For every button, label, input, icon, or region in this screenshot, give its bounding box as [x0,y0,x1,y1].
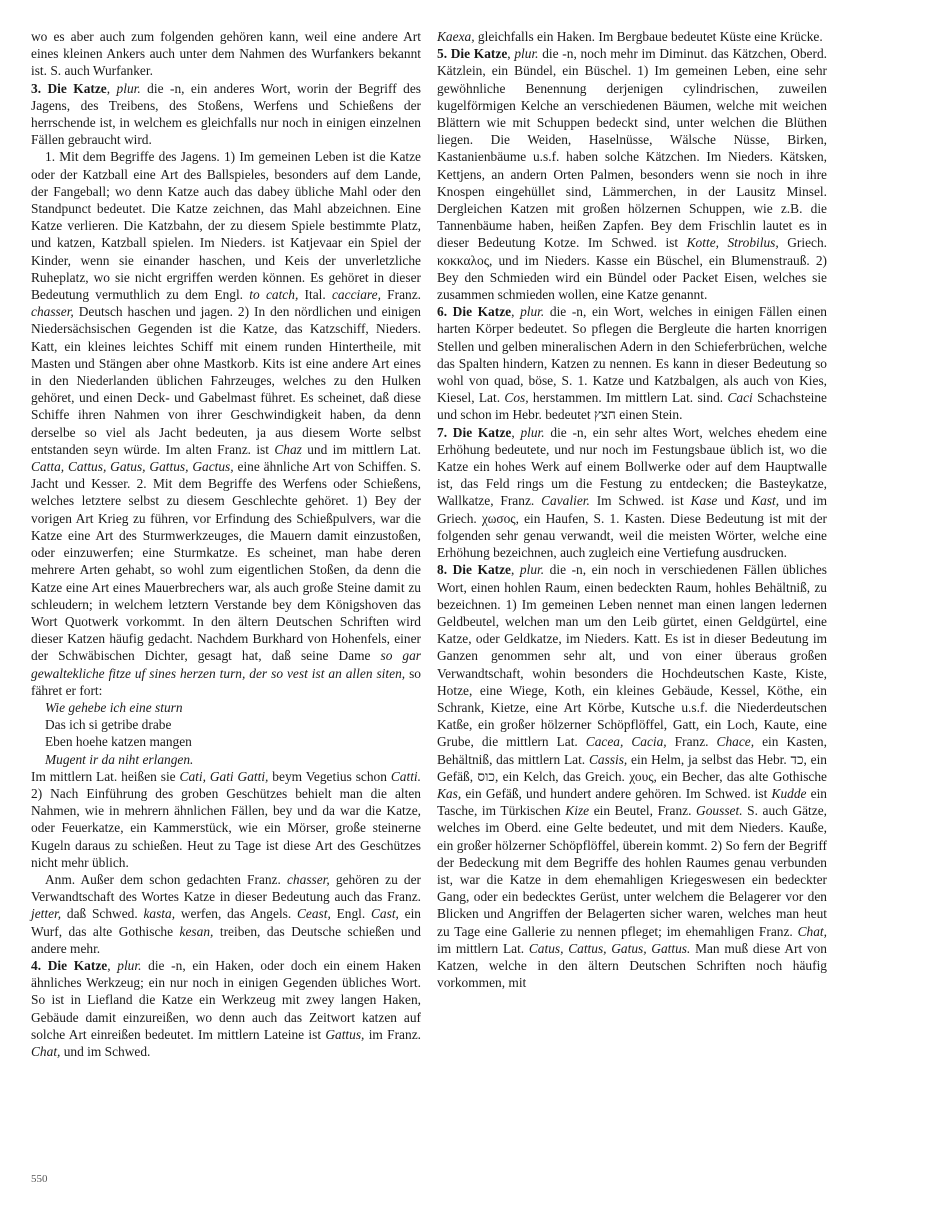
entry-headword: Die Katze [47,80,107,96]
verse-line: Eben hoehe katzen mangen [45,734,192,750]
entry-headword: Die Katze [47,957,108,973]
right-column [437,28,827,991]
plural-label: plur. [519,562,545,578]
entry-katze-4: 4. Die Katze, plur. die -n, ein Haken, oder doch ein einem Haken ähnliches Werkzeug; ein nur noch in einigen Gegenden übliches Wort. So ist in Liefland die Katze ein Werkzeug mit zwey langen Haken, Gebäude damit einzureißen, wo denn auch das Zeitwort katzen auf solche Art einreißen bedeutet. Im mittlern Lateine ist Gattus, im Franz. Chat, und im Schwed. [31,957,421,1059]
plural-label: plur. [520,304,545,320]
entry-katze-5: 5. Die Katze, plur. die -n, noch mehr im Diminut. das Kätzchen, Oberd. Kätzlein, ein Bündel, ein Büschel. 1) Im gemeinen Leben, eine sehr gewöhnliche Benennung derjenigen cylindrischen, zuweilen kugelförmigen Kelche an verschiedenen Bäumen, welche mit weichen Blättern wie mit Schuppen bedeckt sind, unter welchen die Blüthen liegen. Die Weiden, Haselnüsse, Wälsche Nüsse, Birken, Kastanienbäume u.s.f. haben solche Kätzchen. Im Nieders. Kätsken, Kettjens, an andern Orten Palmen, besonders wenn sie noch in ihre Knospen eingehüllet sind, Lämmerchen, in der Lausitz Minsel. Dergleichen Katzen mit großen hölzernen Schuppen, wie z.B. die Tannenbäume haben, heißen Zapfen. Bey dem Frischlin lautet es in dieser Bedeutung Kotze. Im Schwed. ist Kotte, Strobilus, Griech. κοκκαλος, und im Nieders. Kasse ein Büschel, ein Blumenstrauß. 2) Bey den Schmieden wird ein Bündel oder Packet Eisen, welches sie zusammen schmieden wollen, eine Katze genannt. [437,46,828,303]
entry-number: 3. [31,80,42,96]
entry-headword: Die Katze [452,562,511,578]
paragraph-jagens: 1. Mit dem Begriffe des Jagens. 1) Im gemeinen Leben ist die Katze oder der Katzball eine Art des Ballspieles, besonders auf dem Lande, der Fangeball; wo denn Katze auch das dabey übliche Mahl oder den Standpunct bedeutet. Die Katze zeichnen, das Mahl abzeichnen. Eine Katze verlieren. Die Katzbahn, der zu diesem Spiele bestimmte Platz, und katzen, Katzball spielen. Im Nieders. ist Katjevaar ein Spiel der Kinder, wenn sie einander haschen, und Keis der unverletzliche Ruheplatz, wo sie nicht ergriffen werden können. Es gehöret in dieser Bedeutung vermuthlich zu dem Engl. to catch, Ital. cacciare, Franz. chasser, Deutsch haschen und jagen. 2) In den nördlichen und einigen Niedersächsischen Gegenden ist die Katze, das Katzschiff, Nieders. Katt, ein kleines leichtes Schiff mit einem runden Hintertheile, mit Masten und Stängen aber ohne Mastkorb. Kits ist eine andere Art eines in den Niederlanden üblichen Fahrzeuges, welches zu den Hulken gehöret, und einen Deck- und Gabelmast führet. Es scheinet, daß diese Schiffe ihren Nahmen von ihrer Geschwindigkeit haben, da denn derselbe so viel als Jacht bedeuten, ja aus diesem Worte selbst entstanden seyn würde. Im alten Franz. ist Chaz und im mittlern Lat. Catta, Cattus, Gatus, Gattus, Gactus, eine ähnliche Art von Schiffen. S. Jacht und Kesser. 2. Mit dem Begriffe des Werfens oder Schießens, welches letztere selbst zu diesem Geschlechte gehöret. 1) Bey der vorigen Art Krieg zu führen, vor Erfindung des Schießpulvers, war die Katze eine Art des Sturmwerkzeuges, die Mauern damit einzustoßen, oder einzuwerfen; eine Sturmkatze. Es scheinet, man habe deren mehrere Arten gehabt, so wohl zum eigentlichen Stoßen, da denn die Katze eine Art eines Mauerbrechers war, als auch große Steine damit zu schleudern; in welchem letztern Verstande bey dem Königshoven das Wort Quotwerk vorkommt. In den ältern Deutschen Schriften wird dieser Katzen häufig gedacht. Nachdem Burkhard von Hohenfels, einer der Schwäbischen Dichter, gesagt hat, daß seine Dame so gar gewaltekliche fitze uf sines herzen turn, der so vest ist an allen siten, so fähret er fort: [31,149,422,698]
entry-headword: Die Katze [452,424,512,440]
entry-number: 8. [437,562,448,578]
verse-line: Das ich si getribe drabe [45,717,172,733]
entry-headword: Die Katze [450,46,508,62]
entry-number: 6. [437,304,448,320]
verse-line: Wie gehebe ich eine sturn [45,699,183,715]
entry-katze-3: 3. Die Katze, plur. die -n, ein anderes Wort, worin der Begriff des Jagens, des Treibens, des Stoßens, Werfens und Schießens der herrschende ist, in welchem es gleichfalls nur noch in einigen einzelnen Fällen gebraucht wird. [31,80,422,148]
entry-katze-8: 8. Die Katze, plur. die -n, ein noch in verschiedenen Fällen übliches Wort, einen hohlen Raum, einen bedeckten Raum, hohles Behältniß, zu bezeichnen. 1) Im gemeinen Leben nennet man einen langen ledernen Geldbeutel, welchen man um den Leib gürtet, einen Geldgürtel, eine Katze, oder Geldkatze, im Nieders. Katt. Es ist in dieser Bedeutung im Ganzen genommen sehr alt, und von einer überaus großen Verwandtschaft, wohin besonders die Hochdeutschen Kaste, Kiste, Hotze, eine Wiege, Koth, ein kleines Gebäude, Kessel, Köthe, ein Schrank, Kietze, eine Art Körbe, Kutsche u.s.f. die Niederdeutschen Katße, ein großer hölzerner Schöpflöffel, Gatt, ein Loch, Kaute, eine Grube, die mittlern Lat. Cacea, Cacia, Franz. Chace, ein Kasten, Behältniß, das mittlern Lat. Cassis, ein Helm, ja selbst das Hebr. כד, ein Gefäß, כוס, ein Kelch, das Greich. χους, ein Becher, das alte Gothische Kas, ein Gefäß, und hundert andere gehören. Im Schwed. ist Kudde ein Tasche, im Türkischen Kize ein Beutel, Franz. Gousset. S. auch Gätze, welches im Oberd. eine Gelte bedeutet, und mit dem Nieders. Kauße, ein großer hölzerner Schöpflöffel, überein kommt. 2) So fern der Begriff der Bedeckung mit dem Begriffe des hohlen Raumes genau verbunden ist, war die Katze in dem ehemahligen Kriegeswesen ein bedeckter Gang, oder ein bedecktes Gerüst, unter welchem die Belagerer vor den Blicken und Angriffen der Belagerten sicher waren, welches man heut zu Tage eine Gallerie zu nennen pfleget; im ehemahligen Franz. Chat, im mittlern Lat. Catus, Cattus, Gatus, Gattus. Man muß diese Art von Katzen, welche in den ältern Deutschen Schriften noch häufig vorkommen, mit [437,562,828,991]
paragraph-anmerkung: Anm. Außer dem schon gedachten Franz. chasser, gehören zu der Verwandtschaft des Wortes Katze in dieser Bedeutung auch das Franz. jetter, daß Schwed. kasta, werfen, das Angels. Ceast, Engl. Cast, ein Wurf, das alte Gothische kesan, treiben, das Deutsche schießen und andere mehr. [31,871,421,956]
entry-headword: Die Katze [452,304,512,320]
paragraph-kaexa: Kaexa, gleichfalls ein Haken. Im Bergbaue bedeutet Küste eine Krücke. [437,29,823,44]
entry-number: 7. [437,424,448,440]
entry-number: 5. [437,46,448,62]
left-column [31,28,421,1060]
verse-quote [45,699,421,768]
paragraph-mittlern-lat: Im mittlern Lat. heißen sie Cati, Gati Gatti, beym Vegetius schon Catti. 2) Nach Einführung des groben Geschützes behielt man die alten Nahmen, wie in mehrern ähnlichen Fällen, bey und da war die Katze, oder Feuerkatze, ein Kammerstück, wie ein Mörser, große steinerne Kugeln daraus zu schießen. Heut zu Tage ist diese Art des Geschützes nicht mehr üblich. [31,768,421,870]
plural-label: plur. [117,957,142,973]
verse-line: Mugent ir da niht erlangen. [45,751,194,767]
entry-number: 4. [31,957,42,973]
page-number: 550 [31,1173,48,1185]
entry-katze-6: 6. Die Katze, plur. die -n, ein Wort, welches in einigen Fällen einen harten Körper bedeutet. So pflegen die Bergleute die harten knorrigen Stellen und gelben mineralischen Adern in den Schieferbrüchen, welche das Spalten hindern, Katzen zu nennen. Es kann in dieser Bedeutung so wohl von quad, böse, S. 1. Katze und Katzbalgen, als auch von Kies, Kiesel, Lat. Cos, herstammen. Im mittlern Lat. sind. Caci Schachsteine und schon im Hebr. bedeutet חצץ einen Stein. [437,304,827,423]
entry-katze-7: 7. Die Katze, plur. die -n, ein sehr altes Wort, welches ehedem eine Erhöhung bedeutete, und nur noch im Festungsbaue üblich ist, wo die Katze ein hohes Werk auf einem Bollwerke oder auf dem Hauptwalle ist, das Feld rings um die Festung zu entdecken; die Basteykatze, Wallkatze, Franz. Cavalier. Im Schwed. ist Kase und Kast, und im Griech. χωσος, ein Haufen, S. 1. Kasten. Diese Bedeutung ist mit der folgenden sehr genau verwandt, weil die meisten Wörter, welche eine Erhöhung bezeichnen, auch zugleich eine Vertiefung ausdrucken. [437,424,828,561]
plural-label: plur. [514,46,539,62]
plural-label: plur. [520,424,545,440]
plural-label: plur. [116,80,141,96]
paragraph-wurfanker: wo es aber auch zum folgenden gehören kann, weil eine andere Art eines kleinen Ankers auch unter dem Nahmen des Wurfankers bekannt ist. S. auch Wurfanker. [31,29,421,79]
